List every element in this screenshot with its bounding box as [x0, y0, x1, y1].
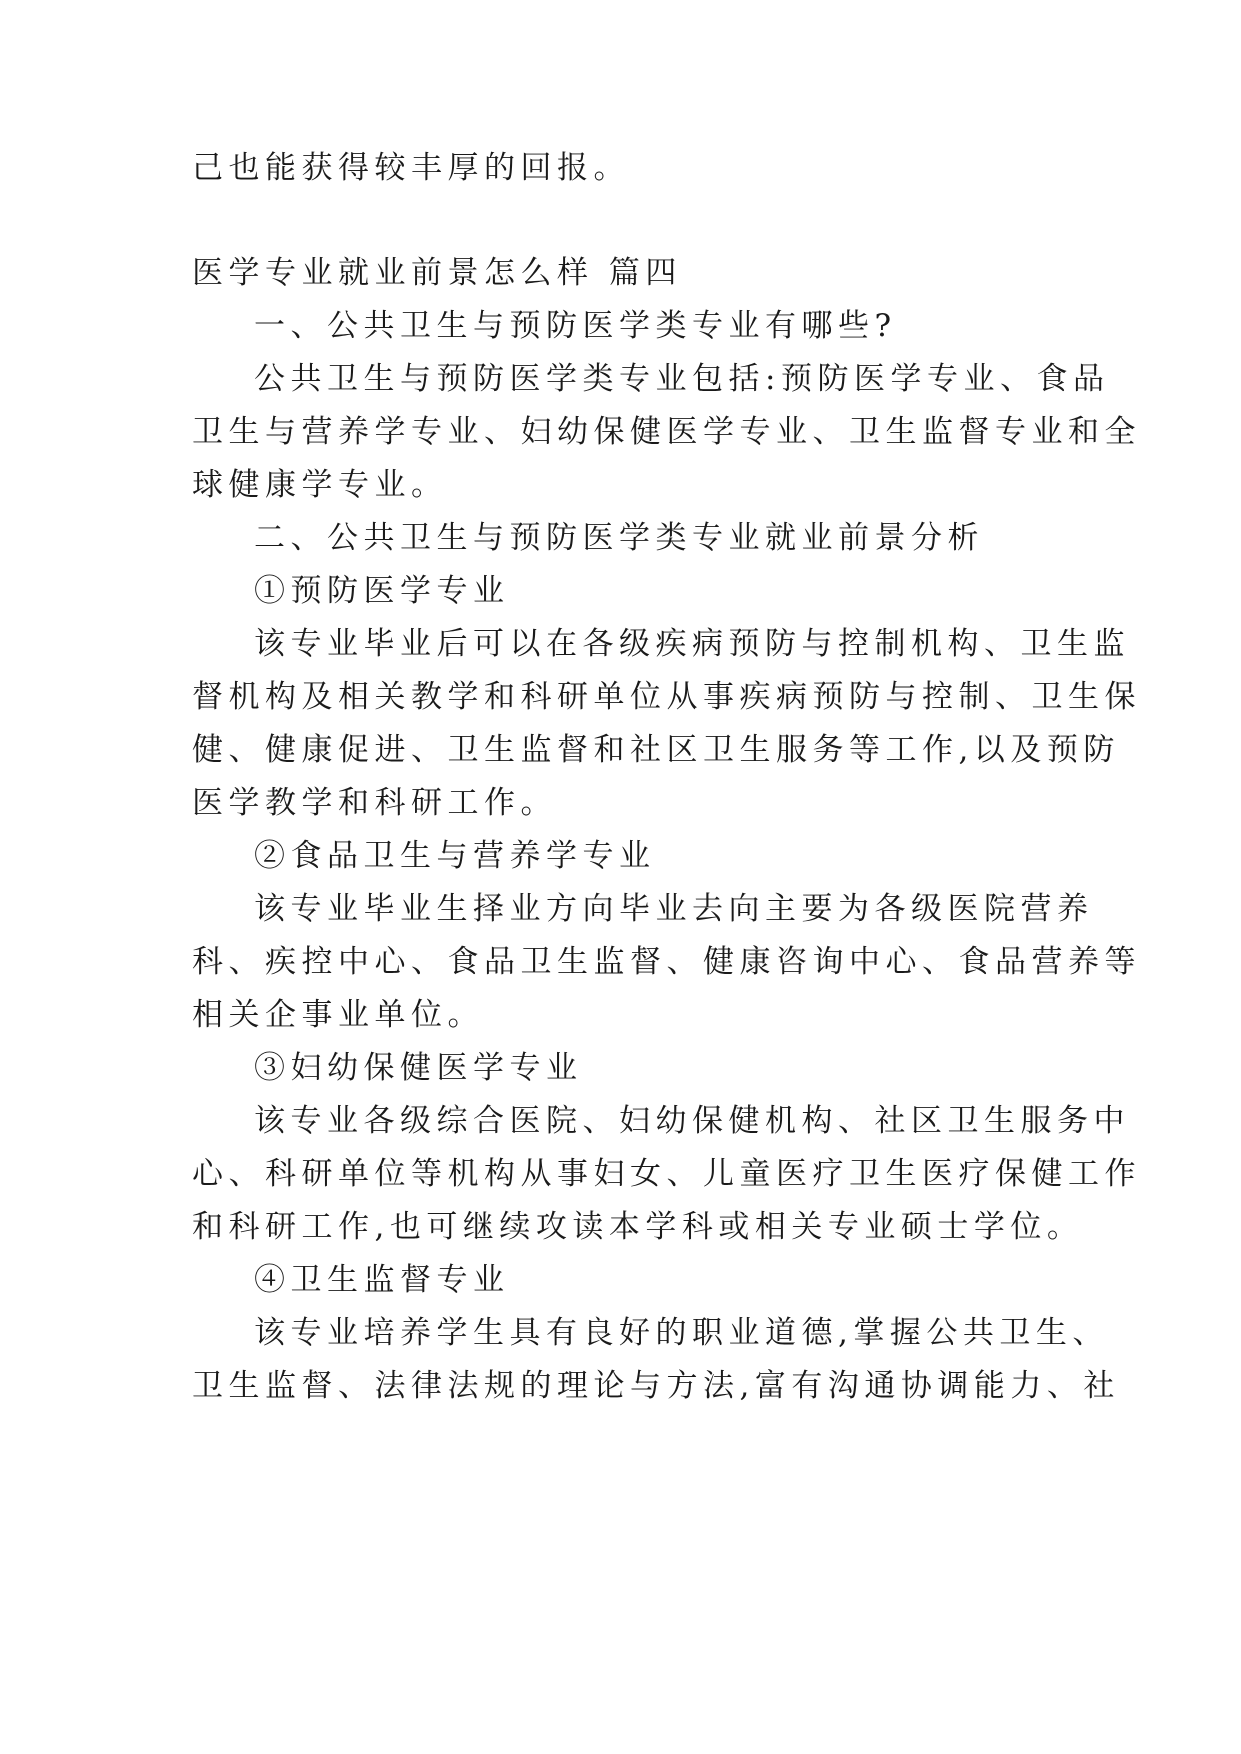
item-2-title: ②食品卫生与营养学专业 [254, 838, 656, 874]
paragraph-line: 公共卫生与预防医学类专业包括:预防医学专业、食品 [254, 361, 1110, 397]
paragraph-line: 卫生监督、法律法规的理论与方法,富有沟通协调能力、社 [192, 1368, 1120, 1404]
paragraph-line: 医学教学和科研工作。 [192, 785, 557, 821]
heading-2: 二、公共卫生与预防医学类专业就业前景分析 [254, 520, 984, 556]
paragraph-line: 科、疾控中心、食品卫生监督、健康咨询中心、食品营养等 [192, 944, 1141, 980]
paragraph-line: 球健康学专业。 [192, 467, 448, 503]
item-1-title: ①预防医学专业 [254, 573, 510, 609]
item-4-title: ④卫生监督专业 [254, 1262, 510, 1298]
heading-1: 一、公共卫生与预防医学类专业有哪些? [254, 308, 897, 344]
continuation-text: 己也能获得较丰厚的回报。 [192, 150, 630, 186]
paragraph-line: 相关企事业单位。 [192, 997, 484, 1033]
paragraph-line: 该专业各级综合医院、妇幼保健机构、社区卫生服务中 [254, 1103, 1130, 1139]
paragraph-line: 该专业毕业后可以在各级疾病预防与控制机构、卫生监 [254, 626, 1130, 662]
paragraph-line: 心、科研单位等机构从事妇女、儿童医疗卫生医疗保健工作 [192, 1156, 1141, 1192]
paragraph-line: 督机构及相关教学和科研单位从事疾病预防与控制、卫生保 [192, 679, 1141, 715]
paragraph-line: 该专业培养学生具有良好的职业道德,掌握公共卫生、 [254, 1315, 1109, 1351]
item-3-title: ③妇幼保健医学专业 [254, 1050, 583, 1086]
paragraph-line: 健、健康促进、卫生监督和社区卫生服务等工作,以及预防 [192, 732, 1120, 768]
paragraph-line: 卫生与营养学专业、妇幼保健医学专业、卫生监督专业和全 [192, 414, 1141, 450]
section-title: 医学专业就业前景怎么样 篇四 [192, 255, 682, 291]
paragraph-line: 该专业毕业生择业方向毕业去向主要为各级医院营养 [254, 891, 1094, 927]
paragraph-line: 和科研工作,也可继续攻读本学科或相关专业硕士学位。 [192, 1209, 1084, 1245]
